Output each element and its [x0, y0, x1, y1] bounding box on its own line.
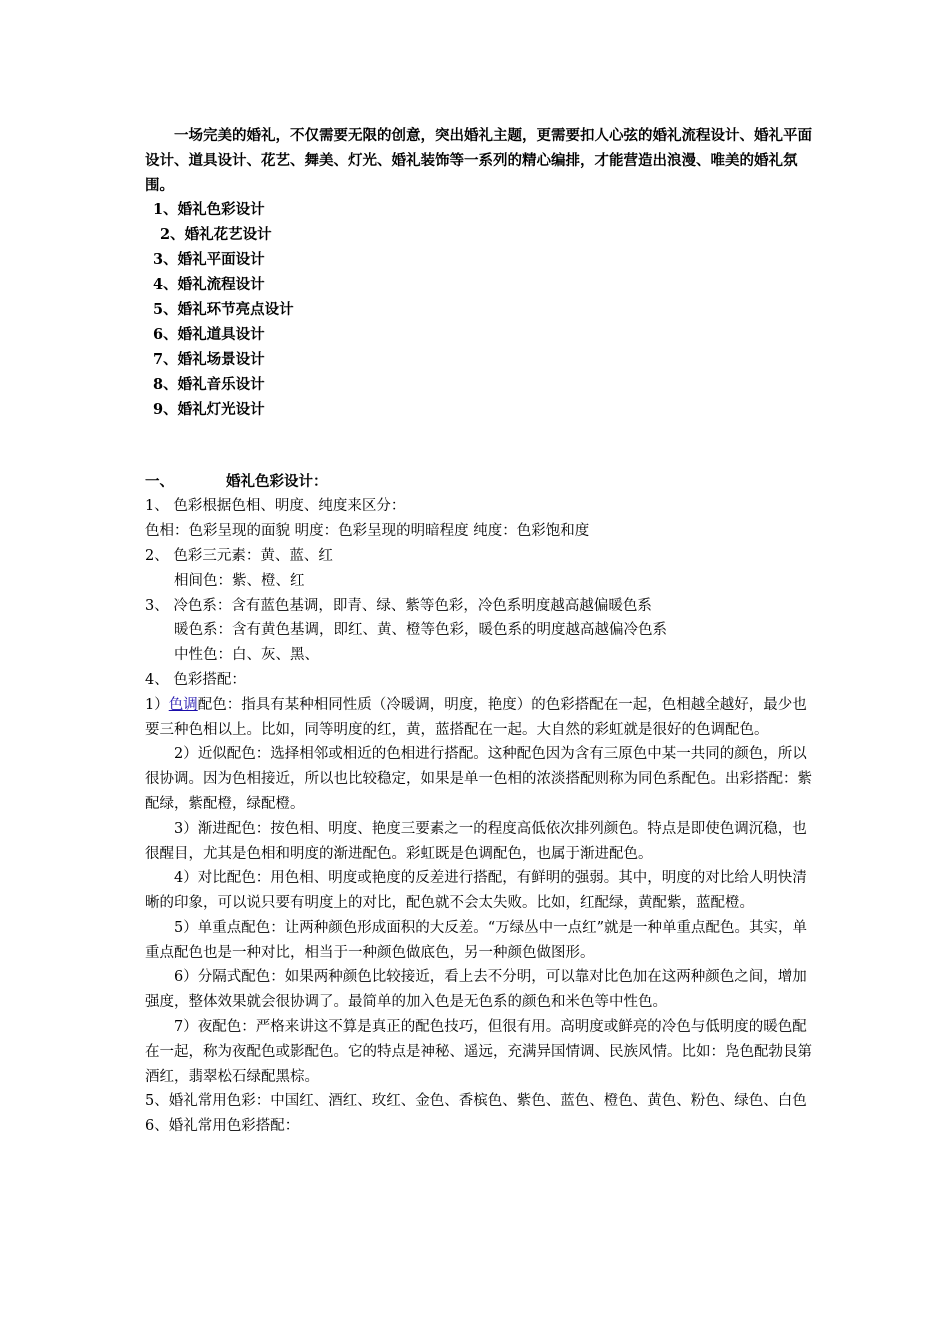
item-3: 3、 冷色系：含有蓝色基调，即青、绿、紫等色彩，冷色系明度越高越偏暖色系 — [145, 597, 652, 614]
toc-item: 8、婚礼音乐设计 — [153, 375, 265, 393]
toc-item: 9、婚礼灯光设计 — [153, 400, 265, 418]
scheme-1-prefix: 1） — [145, 696, 169, 713]
item-1: 1、 色彩根据色相、明度、纯度来区分： — [145, 498, 406, 515]
section-title: 婚礼色彩设计： — [226, 472, 328, 490]
scheme-7: 7）夜配色：严格来讲这不算是真正的配色技巧，但很有用。高明度或鲜亮的冷色与低明度的暖色配在一起，称为夜配色或影配色。它的特点是神秘、遥远，充满异国情调、民族风情。比如：凫色配勃艮第酒红，翡翠松石绿配黑棕。 — [145, 1019, 812, 1085]
item-2-detail: 相间色：紫、橙、红 — [174, 572, 305, 589]
item-3-warm: 暖色系：含有黄色基调，即红、黄、橙等色彩，暖色系的明度越高越偏冷色系 — [174, 622, 667, 639]
toc-item: 1、婚礼色彩设计 — [153, 201, 265, 219]
item-4: 4、 色彩搭配： — [145, 671, 246, 688]
item-3-neutral: 中性色：白、灰、黑、 — [174, 647, 319, 664]
item-1-detail: 色相：色彩呈现的面貌 明度：色彩呈现的明暗程度 纯度：色彩饱和度 — [145, 523, 590, 540]
toc-list — [145, 198, 815, 422]
toc-item: 3、婚礼平面设计 — [153, 251, 265, 269]
scheme-1-text: 配色：指具有某种相同性质（冷暖调，明度，艳度）的色彩搭配在一起，色相越全越好，最少也要三种色相以上。比如，同等明度的红，黄，蓝搭配在一起。大自然的彩虹就是很好的色调配色。 — [145, 696, 807, 738]
toc-item: 2、婚礼花艺设计 — [160, 226, 272, 244]
item-6: 6、婚礼常用色彩搭配： — [145, 1118, 300, 1135]
item-5: 5、婚礼常用色彩：中国红、酒红、玫红、金色、香槟色、紫色、蓝色、橙色、黄色、粉色、绿色、白色 — [145, 1093, 807, 1110]
scheme-1 — [145, 693, 815, 743]
toc-item: 5、婚礼环节亮点设计 — [153, 301, 294, 319]
scheme-2: 2）近似配色：选择相邻或相近的色相进行搭配。这种配色因为含有三原色中某一共同的颜色，所以很协调。因为色相接近，所以也比较稳定，如果是单一色相的浓淡搭配则称为同色系配色。出彩搭配：紫配绿，紫配橙，绿配橙。 — [145, 746, 812, 812]
document-page — [145, 124, 815, 1139]
scheme-5: 5）单重点配色：让两种颜色形成面积的大反差。“万绿丛中一点红”就是一种单重点配色。其实，单重点配色也是一种对比，相当于一种颜色做底色，另一种颜色做图形。 — [145, 919, 808, 961]
section-heading — [145, 470, 815, 495]
item-2: 2、 色彩三元素：黄、蓝、红 — [145, 547, 333, 564]
toc-item: 6、婚礼道具设计 — [153, 325, 265, 343]
section-number: 一、 — [145, 472, 174, 490]
scheme-3: 3）渐进配色：按色相、明度、艳度三要素之一的程度高低依次排列颜色。特点是即使色调沉稳，也很醒目，尤其是色相和明度的渐进配色。彩虹既是色调配色，也属于渐进配色。 — [145, 820, 807, 862]
toc-item: 4、婚礼流程设计 — [153, 276, 265, 294]
hue-link[interactable]: 色调 — [168, 696, 198, 713]
scheme-4: 4）对比配色：用色相、明度或艳度的反差进行搭配，有鲜明的强弱。其中，明度的对比给人明快清晰的印象，可以说只要有明度上的对比，配色就不会太失败。比如，红配绿，黄配紫，蓝配橙。 — [145, 870, 807, 912]
toc-item: 7、婚礼场景设计 — [153, 350, 265, 368]
scheme-6: 6）分隔式配色：如果两种颜色比较接近，看上去不分明，可以靠对比色加在这两种颜色之间，增加强度，整体效果就会很协调了。最简单的加入色是无色系的颜色和米色等中性色。 — [145, 969, 807, 1011]
intro-paragraph: 一场完美的婚礼，不仅需要无限的创意，突出婚礼主题，更需要扣人心弦的婚礼流程设计、婚礼平面设计、道具设计、花艺、舞美、灯光、婚礼装饰等一系列的精心编排，才能营造出浪漫、唯美的婚礼氛围。 — [145, 127, 812, 194]
spacer — [145, 423, 815, 470]
